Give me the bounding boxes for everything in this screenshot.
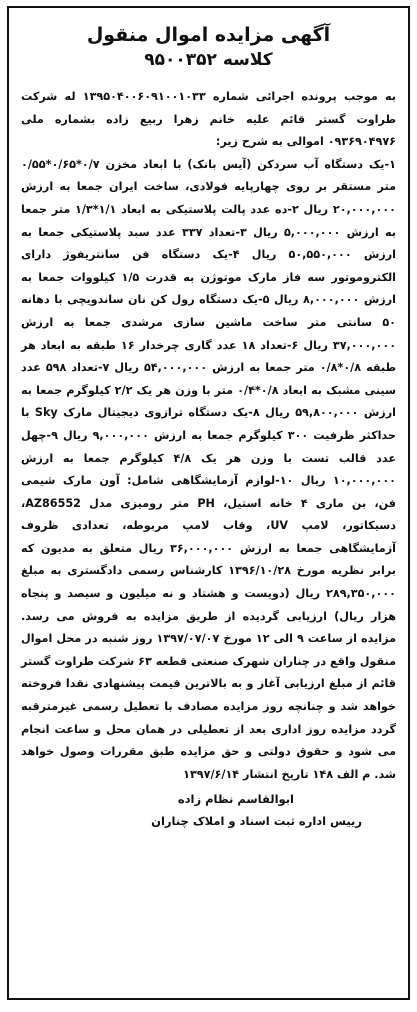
signature-block bbox=[21, 788, 396, 832]
notice-body: به موجب پرونده اجرائی شماره ۱۳۹۵۰۴۰۰۶۰۹۱۰۰۱۰۳۳ له شرکت طراوت گستر قائم علیه خانم زهرا ربیع زاده بشماره ملی ۰۹۳۶۹۰۴۹۷۶ اموالی به شرح زیر: ۱-یک دستگاه آب سردکن (آیس بانک) با ابعاد مخزن ۰/۷*۰/۶۵*۰/۵۵ متر مستقر بر روی چهارپایه فولادی، ساخت ایران جمعا به ارزش ۲۰,۰۰۰,۰۰۰ ریال ۲-ده عدد پالت پلاستیکی به ابعاد ۱/۱*۱/۳ متر جمعا به ارزش ۵,۰۰۰,۰۰۰ ریال ۳-تعداد ۳۳۷ عدد سبد پلاستیکی جمعا به ارزش ۵۰,۵۵۰,۰۰۰ ریال ۴-یک دستگاه فن سانتریفوژ دارای الکتروموتور سه فاز مارک موتوژن به قدرت ۱/۵ کیلووات جمعا به ارزش ۸,۰۰۰,۰۰۰ ریال ۵-یک دستگاه رول کن نان ساندویچی با دهانه ۵۰ سانتی متر ساخت ماشین سازی مرشدی جمعا به ارزش ۳۷,۰۰۰,۰۰۰ ریال ۶-تعداد ۱۸ عدد گاری چرخدار ۱۶ طبقه به ابعاد هر طبقه ۰/۸*۰/۸ متر جمعا به ارزش ۵۴,۰۰۰,۰۰۰ ریال ۷-تعداد ۵۹۸ عدد سینی مشبک به ابعاد ۰/۸*۰/۴ متر با وزن هر یک ۲/۲ کیلوگرم جمعا به ارزش ۵۹,۸۰۰,۰۰۰ ریال ۸-یک دستگاه ترازوی دیجیتال مارک Sky با حداکثر ظرفیت ۳۰۰ کیلوگرم جمعا به ارزش ۹,۰۰۰,۰۰۰ ریال ۹-چهل عدد قالب تست با وزن هر یک ۴/۸ کیلوگرم جمعا به ارزش ۱۰,۰۰۰,۰۰۰ ریال ۱۰-لوازم آزمایشگاهی شامل: آون مارک شیمی فن، بن ماری ۴ خانه استیل، PH متر رومیزی مدل AZ86552، دسیکاتور، لامپ UV، وقاب لامپ مربوطه، تعدادی ظروف آزمایشگاهی جمعا به ارزش ۳۶,۰۰۰,۰۰۰ ریال متعلق به مدیون که برابر نظریه مورخ ۱۳۹۶/۱۰/۲۸ کارشناس رسمی دادگستری به مبلغ ۲۸۹,۳۵۰,۰۰۰ ریال (دویست و هشتاد و نه میلیون و سیصد و پنجاه هزار ریال) ارزیابی گردیده از طریق مزایده به فروش می رسد. مزایده از ساعت ۹ الی ۱۲ مورخ ۱۳۹۷/۰۷/۰۷ روز شنبه در محل اموال منقول واقع در چناران شهرک صنعتی قطعه ۶۳ شرکت طراوت گستر قائم از مبلغ ارزیابی آغاز و به بالاترین قیمت پیشنهادی نقدا فروخته خواهد شد و چنانچه روز مزایده مصادف با تعطیل رسمی غیرمترقبه گردد مزایده روز اداری بعد از تعطیلی در همان محل و ساعت انجام می شود و حقوق دولتی و حق مزایده طبق مقررات وصول خواهد شد. م الف ۱۴۸ تاریخ انتشار ۱۳۹۷/۶/۱۴ bbox=[21, 90, 397, 781]
signatory-title: رییس اداره ثبت اسناد و املاک چناران bbox=[151, 814, 362, 829]
notice-frame bbox=[7, 6, 410, 1000]
notice-file-number: کلاسه ۹۵۰۰۳۵۲ bbox=[144, 50, 273, 70]
signatory-name: ابوالقاسم نظام زاده bbox=[177, 792, 294, 807]
notice-title: آگهی مزایده اموال منقول bbox=[86, 24, 331, 46]
